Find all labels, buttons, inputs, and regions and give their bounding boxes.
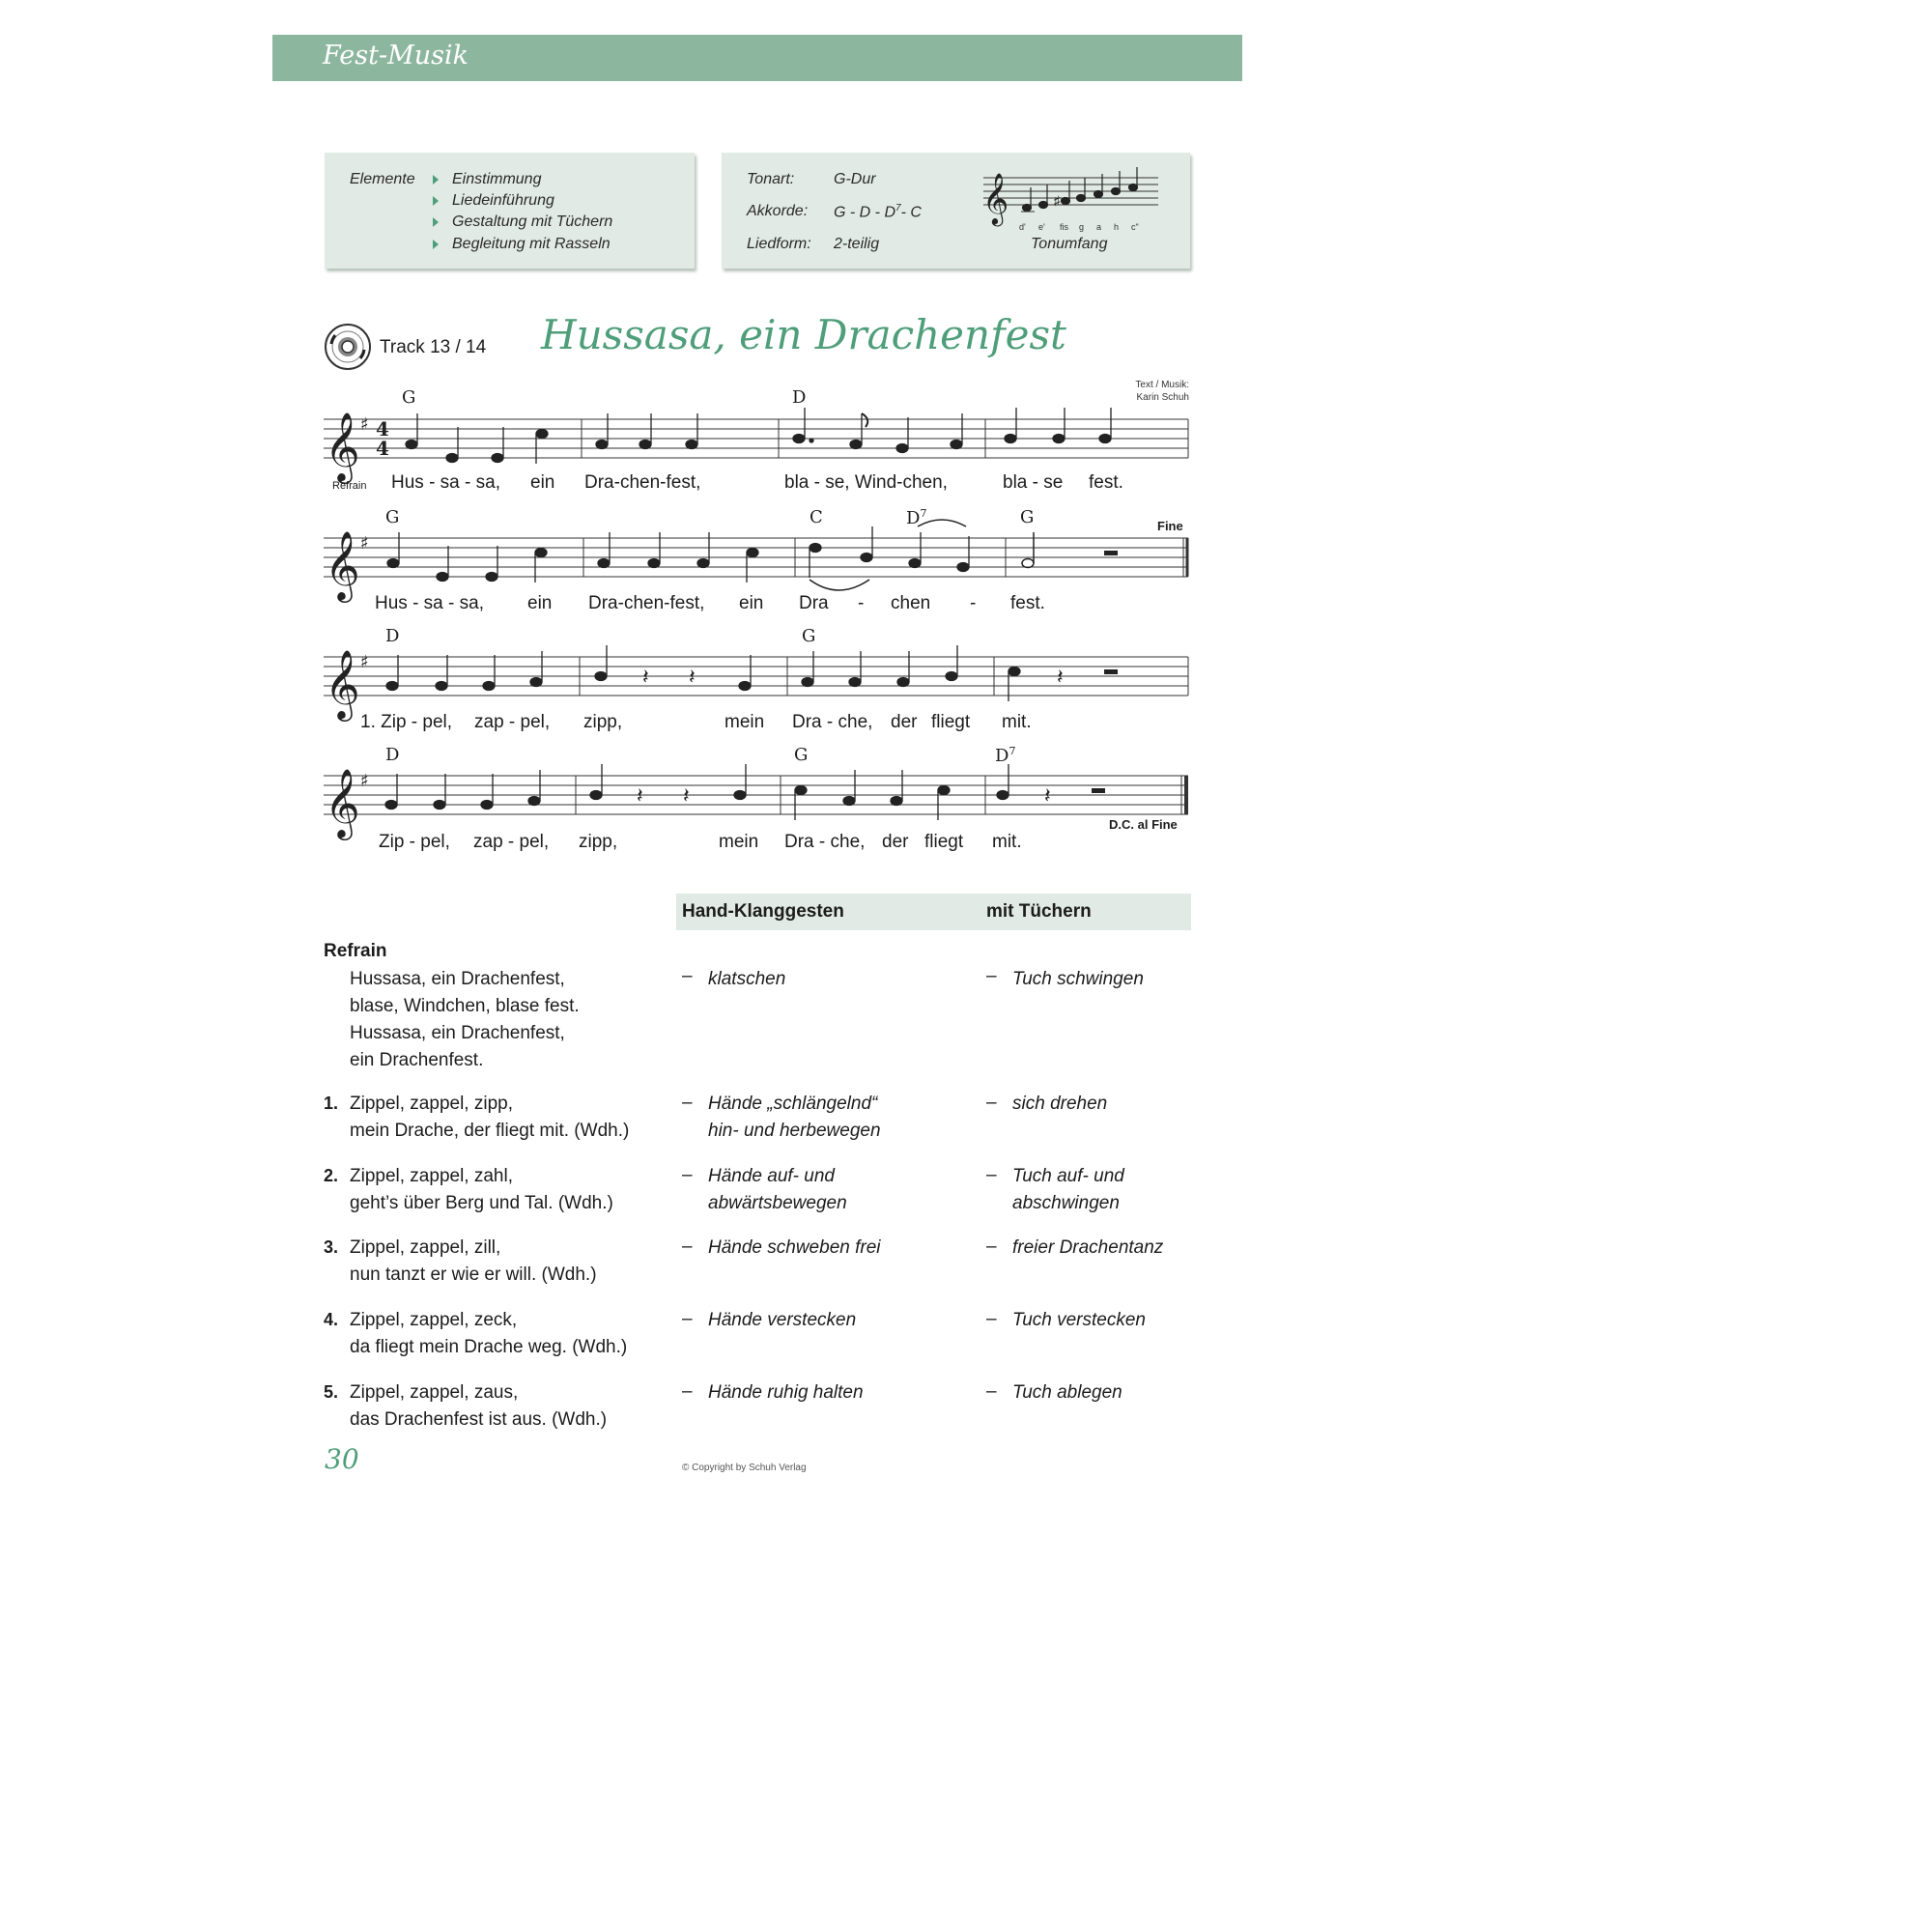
note [406, 440, 417, 449]
verse-text: Zippel, zappel, zahl, geht’s über Berg und Tal. (Wdh.) [350, 1166, 613, 1213]
treble-clef-icon: 𝄞 [325, 529, 360, 600]
svg-text:4: 4 [376, 437, 389, 460]
note [1099, 435, 1111, 443]
refrain-text: Hussasa, ein Drachenfest, blase, Windchen, blase fest. Hussasa, ein Drachenfest, ein Drachenfest. [350, 969, 580, 1070]
tuch-action: sich drehen [1012, 1094, 1108, 1114]
chord: D [792, 387, 807, 408]
range-note-label: fis [1060, 222, 1068, 232]
sharp-icon: ♯ [360, 414, 369, 435]
note [938, 786, 950, 795]
lyric: zap - pel, [473, 832, 550, 852]
lyric: der [882, 832, 909, 852]
note [590, 791, 602, 800]
verse-text: Zippel, zappel, zipp, mein Drache, der fliegt mit. (Wdh.) [350, 1094, 630, 1141]
note [997, 791, 1009, 800]
chord: D [385, 626, 400, 646]
chord: G [402, 387, 416, 408]
treble-clef-icon: 𝄞 [325, 767, 360, 838]
note [861, 554, 872, 562]
staff-line [324, 538, 1188, 577]
lyric: mein [724, 712, 765, 732]
element-item: Begleitung mit Rasseln [452, 236, 611, 253]
note [810, 544, 821, 553]
lyric: bla - se [1003, 472, 1064, 493]
note [795, 786, 807, 795]
lyric: Hus - sa - sa, [375, 593, 484, 613]
tuch-action: Tuch schwingen [1012, 969, 1144, 989]
lyric: Dra-chen-fest, [584, 472, 701, 493]
lyric: ein [739, 593, 764, 613]
lyric: zap - pel, [474, 712, 551, 732]
hand-action: Hände ruhig halten [708, 1382, 864, 1403]
akkorde-label: Akkorde: [747, 203, 809, 219]
sheet-music [0, 0, 1498, 869]
sharp-icon: ♯ [360, 533, 369, 554]
note [437, 573, 448, 582]
note [734, 791, 746, 800]
column-header-tuecher: mit Tüchern [986, 901, 1092, 922]
note [793, 435, 805, 443]
hand-action: klatschen [708, 969, 786, 989]
range-note-label: g [1079, 222, 1085, 232]
note [697, 559, 709, 568]
dash: – [682, 1165, 693, 1185]
lyric: Dra-chen-fest, [588, 593, 705, 613]
lyric: bla - se, Wind-chen, [784, 472, 948, 493]
lyric: mit. [1002, 712, 1032, 732]
lyric: ein [530, 472, 555, 493]
chord: $D^7$ [906, 507, 927, 528]
lyric: zipp, [583, 712, 623, 732]
note [951, 440, 962, 449]
element-item: Einstimmung [452, 171, 541, 188]
dash: – [986, 1236, 997, 1257]
akkorde-value: G - D - $D^7-$ C [834, 203, 922, 221]
dash: – [986, 1093, 997, 1113]
lyric: mein [719, 832, 759, 852]
section-title: Fest-Musik [323, 41, 469, 71]
note [843, 797, 855, 806]
song-title: Hussasa, ein Drachenfest [541, 311, 1066, 358]
half-rest [1104, 551, 1118, 555]
lyric: - [970, 593, 977, 613]
dash: – [682, 966, 693, 986]
tonumfang-label: Tonumfang [1031, 236, 1108, 252]
note [686, 440, 697, 449]
range-note-label: c" [1131, 222, 1139, 232]
chord: G [794, 745, 809, 765]
hand-action: Hände schweben frei [708, 1237, 881, 1258]
element-item: Gestaltung mit Tüchern [452, 213, 612, 231]
treble-clef-icon: 𝄞 [325, 648, 360, 719]
lyric: Zip - pel, [379, 832, 450, 852]
note [896, 444, 908, 453]
chord: $D^7$ [995, 745, 1016, 766]
copyright: © Copyright by Schuh Verlag [682, 1463, 807, 1473]
note [385, 801, 397, 810]
range-note-label: a [1096, 222, 1102, 232]
note [387, 559, 399, 568]
quarter-rest-icon: 𝄽 [642, 666, 649, 690]
lyric: Dra [799, 593, 829, 613]
page-number: 30 [325, 1443, 359, 1475]
quarter-rest-icon: 𝄽 [1044, 784, 1051, 809]
lyric: chen [891, 593, 931, 613]
note [528, 797, 540, 806]
slur [810, 580, 869, 590]
half-rest [1092, 788, 1105, 793]
verse-text: Zippel, zappel, zeck, da fliegt mein Drache weg. (Wdh.) [350, 1310, 628, 1357]
quarter-rest-icon: 𝄽 [689, 666, 696, 690]
note [897, 678, 909, 687]
dash: – [682, 1309, 693, 1329]
note [596, 440, 608, 449]
note [483, 682, 495, 691]
note [530, 678, 542, 687]
note [481, 801, 493, 810]
dash: – [986, 1165, 997, 1185]
note [598, 559, 610, 568]
verse-number: 2. [324, 1166, 339, 1185]
hand-action: Hände auf- und abwärtsbewegen [708, 1166, 847, 1213]
dash: – [682, 1381, 693, 1402]
note [492, 454, 503, 463]
lyric: Hus - sa - sa, [391, 472, 500, 493]
lyric: - [858, 593, 865, 613]
track-number: Track 13 / 14 [380, 337, 487, 357]
note [639, 440, 651, 449]
tuch-action: Tuch verstecken [1012, 1310, 1146, 1330]
verse-number: 3. [324, 1237, 339, 1257]
lyric: Dra - che, [784, 832, 866, 852]
note [386, 682, 398, 691]
hand-action: Hände „schlängelnd“ hin- und herbewegen [708, 1094, 881, 1141]
element-item: Liedeinführung [452, 192, 554, 210]
note [648, 559, 660, 568]
note [1005, 435, 1016, 443]
note [595, 672, 607, 681]
note [436, 682, 447, 691]
hand-action: Hände verstecken [708, 1310, 857, 1330]
staff-line [324, 776, 1188, 814]
dash: – [986, 966, 997, 986]
note [891, 797, 902, 806]
chord: D [385, 745, 400, 765]
lyric: fest. [1089, 472, 1123, 493]
note [849, 678, 861, 687]
range-note-label: e' [1038, 222, 1045, 232]
note [909, 559, 921, 568]
refrain-heading: Refrain [324, 941, 387, 961]
lyric: der [891, 712, 918, 732]
lyric: 1. Zip - pel, [360, 712, 453, 732]
half-rest [1104, 669, 1118, 674]
lyric: mit. [992, 832, 1022, 852]
lyric: fest. [1010, 593, 1045, 613]
tuch-action: Tuch auf- und abschwingen [1012, 1166, 1124, 1213]
sharp-icon: ♯ [360, 771, 369, 791]
lyric: ein [527, 593, 553, 613]
liedform-label: Liedform: [747, 236, 811, 252]
tuch-action: Tuch ablegen [1012, 1382, 1122, 1403]
dash: – [682, 1093, 693, 1113]
fine-marking: Fine [1157, 519, 1183, 533]
note [536, 430, 548, 439]
dash: – [986, 1381, 997, 1402]
half-note [1022, 559, 1034, 568]
chord: G [1020, 507, 1035, 527]
verse-number: 1. [324, 1094, 339, 1113]
note [1053, 435, 1065, 443]
note [946, 672, 957, 681]
lyric: zipp, [579, 832, 618, 852]
verse-number: 5. [324, 1382, 339, 1402]
column-header-hand: Hand-Klanggesten [682, 901, 844, 922]
dc-al-fine-marking: D.C. al Fine [1109, 817, 1178, 832]
note [802, 678, 813, 687]
liedform-value: 2-teilig [834, 236, 880, 252]
note [957, 563, 969, 572]
tuch-action: freier Drachentanz [1012, 1237, 1164, 1258]
chord: G [802, 626, 816, 646]
note [486, 573, 497, 582]
note [535, 549, 547, 557]
range-note-label: d' [1019, 222, 1026, 232]
svg-text:4: 4 [376, 417, 389, 440]
chord: G [385, 507, 400, 527]
verse-text: Zippel, zappel, zaus, das Drachenfest ist aus. (Wdh.) [350, 1382, 608, 1430]
refrain-tag: Refrain [332, 480, 367, 492]
elements-label: Elemente [350, 171, 415, 187]
note [747, 549, 758, 557]
treble-clef-icon: 𝄞 [982, 172, 1009, 224]
lyric: Dra - che, [792, 712, 873, 732]
quarter-rest-icon: 𝄽 [683, 784, 690, 809]
lyric: fliegt [924, 832, 964, 852]
sharp-icon: ♯ [360, 652, 369, 672]
note [446, 454, 458, 463]
verse-text: Zippel, zappel, zill, nun tanzt er wie er will. (Wdh.) [350, 1237, 597, 1285]
chord: C [810, 507, 823, 527]
note [434, 801, 445, 810]
treble-clef-icon: 𝄞 [325, 411, 360, 481]
dash: – [986, 1309, 997, 1329]
tonart-label: Tonart: [747, 171, 795, 187]
tonart-value: G-Dur [834, 171, 876, 187]
song-credit: Text / Musik: Karin Schuh [1135, 380, 1189, 403]
lyric: fliegt [931, 712, 971, 732]
dash: – [682, 1236, 693, 1257]
verse-number: 4. [324, 1310, 339, 1329]
note [739, 682, 751, 691]
note [850, 440, 862, 449]
quarter-rest-icon: 𝄽 [637, 784, 643, 809]
sharp-icon: ♯ [1054, 193, 1061, 208]
quarter-rest-icon: 𝄽 [1057, 666, 1064, 690]
range-note-label: h [1114, 222, 1120, 232]
note [1009, 668, 1020, 676]
time-signature [376, 417, 389, 460]
